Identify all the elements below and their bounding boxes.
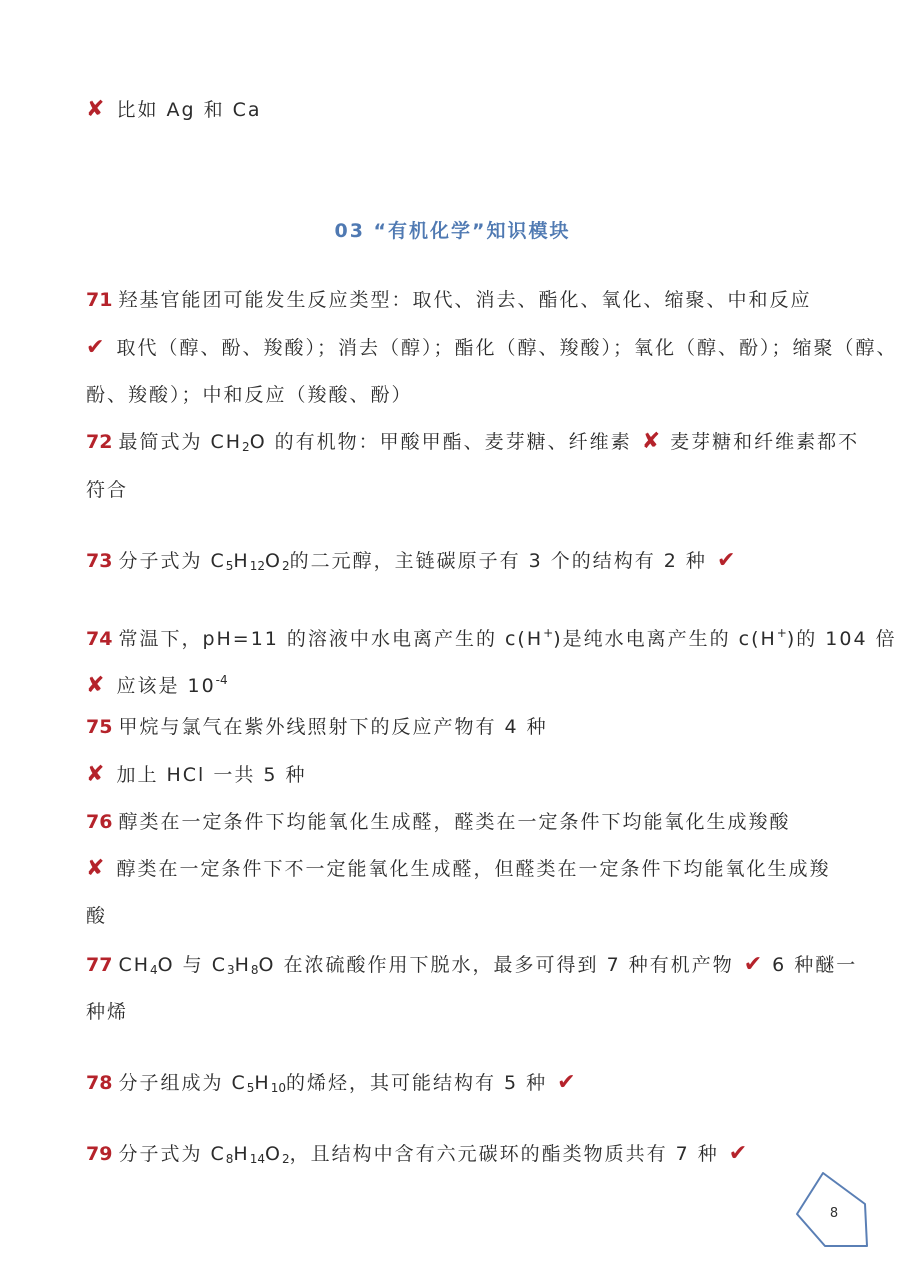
page-number: 8 — [829, 1206, 839, 1221]
q77-text-4: O 在浓硫酸作用下脱水，最多可得到 7 种有机产物 — [258, 954, 734, 976]
q76-text: 醇类在一定条件下均能氧化生成醛，醛类在一定条件下均能氧化生成羧酸 — [118, 811, 791, 833]
superscript: + — [543, 626, 554, 640]
q72-line — [86, 429, 860, 459]
subscript: 10 — [270, 1081, 286, 1095]
q74-text: 常温下，pH=11 的溶液中水电离产生的 c(H — [118, 628, 544, 650]
subscript: 8 — [225, 1152, 234, 1166]
q71-text: 羟基官能团可能发生反应类型：取代、消去、酯化、氧化、缩聚、中和反应 — [118, 289, 812, 311]
cross-icon: ✘ — [86, 97, 105, 122]
cross-icon: ✘ — [86, 673, 105, 698]
q72-comment-a: 麦芽糖和纤维素都不 — [670, 431, 860, 453]
intro-line — [86, 98, 835, 122]
q78-text-2: 的烯烃，其可能结构有 5 种 — [285, 1072, 548, 1094]
q73-h: H — [233, 550, 250, 572]
q77-number: 77 — [86, 954, 113, 976]
q77-text: CH — [118, 954, 151, 976]
q72-text: 最简式为 CH — [118, 431, 243, 453]
cross-icon: ✘ — [86, 856, 105, 881]
q77-comment-a: 6 种醚一 — [772, 954, 858, 976]
cross-icon: ✘ — [86, 762, 105, 787]
q73-text-2: 的二元醇，主链碳原子有 3 个的结构有 2 种 — [289, 550, 707, 572]
subscript: 12 — [249, 559, 265, 573]
subscript: 14 — [249, 1152, 265, 1166]
q71-number: 71 — [86, 289, 113, 311]
q73-number: 73 — [86, 550, 113, 572]
intro-text: 比如 Ag 和 Ca — [116, 99, 262, 121]
q76-line — [86, 810, 835, 834]
q73-o: O — [264, 550, 282, 572]
q77-comment-b: 种烯 — [86, 1001, 129, 1023]
q71-answer-cont — [86, 383, 835, 407]
superscript: + — [776, 626, 787, 640]
q77-text-2: O 与 C — [157, 954, 227, 976]
q78-text: 分子组成为 C — [118, 1072, 247, 1094]
q72-number: 72 — [86, 431, 113, 453]
q79-number: 79 — [86, 1143, 113, 1165]
q74-text-3: )的 104 倍 — [786, 628, 897, 650]
q74-answer-line — [86, 668, 835, 698]
q76-answer-a: 醇类在一定条件下不一定能氧化生成醛，但醛类在一定条件下均能氧化生成羧 — [116, 858, 831, 880]
q75-number: 75 — [86, 716, 113, 738]
q71-answer-line — [86, 335, 898, 360]
q79-text-2: ，且结构中含有六元碳环的酯类物质共有 7 种 — [289, 1143, 719, 1165]
q73-line — [86, 549, 835, 578]
subscript: 2 — [281, 1152, 290, 1166]
subscript: 3 — [226, 963, 235, 977]
subscript: 4 — [150, 963, 158, 977]
q78-number: 78 — [86, 1072, 113, 1094]
q76-answer-line — [86, 857, 835, 881]
q79-o: O — [264, 1143, 282, 1165]
q71-line — [86, 288, 835, 312]
q79-h: H — [233, 1143, 250, 1165]
q75-line — [86, 715, 835, 739]
check-icon: ✔ — [743, 952, 763, 977]
q74-line — [86, 621, 897, 651]
q78-line — [86, 1071, 835, 1100]
q71-answer-b: 酚、羧酸）；中和反应（羧酸、酚） — [86, 384, 413, 406]
q76-number: 76 — [86, 811, 113, 833]
subscript: 5 — [225, 559, 234, 573]
q77-line — [86, 952, 858, 982]
q77-cont — [86, 1000, 835, 1024]
page-number-badge — [795, 1170, 873, 1250]
subscript: 2 — [281, 559, 290, 573]
q78-h: H — [254, 1072, 271, 1094]
section-heading: 03 “有机化学”知识模块 — [334, 220, 571, 242]
q75-text: 甲烷与氯气在紫外线照射下的反应产物有 4 种 — [118, 716, 548, 738]
q73-text: 分子式为 C — [118, 550, 226, 572]
q79-text: 分子式为 C — [118, 1143, 226, 1165]
q76-answer-cont — [86, 904, 835, 928]
q76-answer-b: 酸 — [86, 905, 108, 927]
subscript: 5 — [246, 1081, 255, 1095]
q79-line — [86, 1142, 835, 1171]
q74-answer: 应该是 10 — [116, 675, 216, 697]
q72-comment-b: 符合 — [86, 479, 129, 501]
check-icon: ✔ — [728, 1141, 748, 1166]
check-icon: ✔ — [716, 548, 736, 573]
q75-answer-line — [86, 763, 835, 787]
subscript: 2 — [242, 440, 250, 454]
q75-answer: 加上 HCl 一共 5 种 — [116, 764, 307, 786]
check-icon: ✔ — [557, 1070, 576, 1095]
superscript: -4 — [215, 673, 228, 687]
q72-text-2: O 的有机物：甲酸甲酯、麦芽糖、纤维素 — [249, 431, 632, 453]
q74-number: 74 — [86, 628, 113, 650]
subscript: 8 — [250, 963, 259, 977]
check-icon: ✔ — [86, 335, 105, 360]
q72-cont — [86, 478, 835, 502]
q71-answer-a: 取代（醇、酚、羧酸）；消去（醇）；酯化（醇、羧酸）；氧化（醇、酚）；缩聚（醇、 — [116, 337, 898, 359]
q74-text-2: )是纯水电离产生的 c(H — [553, 628, 777, 650]
q77-text-3: H — [234, 954, 251, 976]
cross-icon: ✘ — [641, 429, 661, 454]
